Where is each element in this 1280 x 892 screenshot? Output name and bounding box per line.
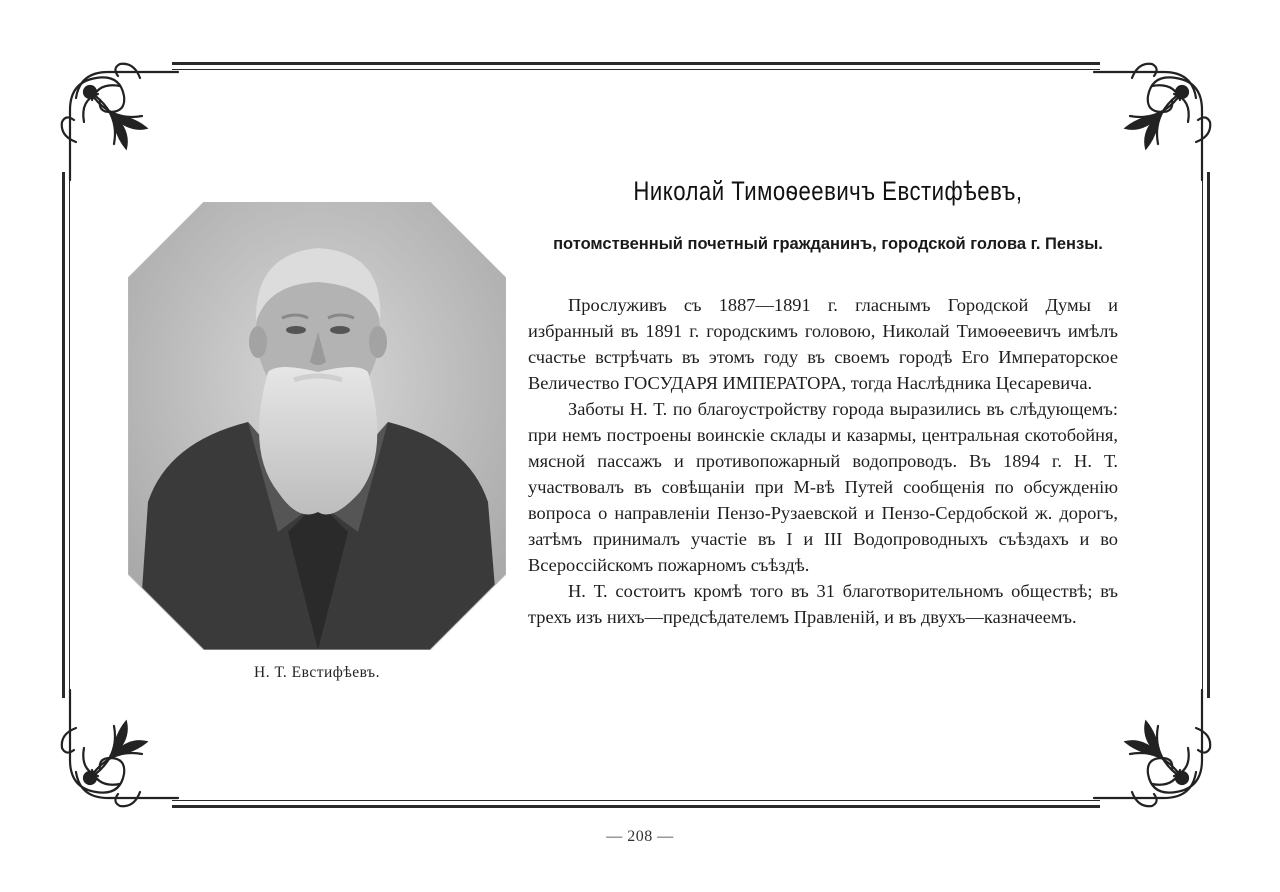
corner-ornament-bottom-right — [1092, 688, 1222, 818]
portrait-photo — [128, 202, 506, 650]
paragraph: Заботы Н. Т. по благоустройству города выразились въ слѣдующемъ: при немъ построены воинскіе склады и казармы, центральная скотобойня, мясной пассажъ и противопожарный водопроводъ. Въ 1894 г. Н. Т. участвовалъ въ совѣщаніи при М-вѣ Путей сообщенія по обсужденію вопроса о направленіи Пензо-Рузаевской и Пензо-Сердобской ж. дорогъ, затѣмъ принималъ участіе въ I и III Водопроводныхъ съѣздахъ и во Всероссійскомъ пожарномъ съѣздѣ. — [528, 399, 1118, 575]
paragraph: Прослуживъ съ 1887—1891 г. гласнымъ Городской Думы и избранный въ 1891 г. городскимъ головою, Николай Тимоѳеевичъ имѣлъ счастье встрѣчать въ этомъ году въ своемъ городѣ Его Императорское Величество ГОСУДАРЯ ИМПЕРАТОРА, тогда Наслѣдника Цесаревича. — [528, 295, 1118, 393]
paragraph: Н. Т. состоитъ кромѣ того въ 31 благотворительномъ обществѣ; въ трехъ изъ нихъ—предсѣдателемъ Правленій, и въ двухъ—казначеемъ. — [528, 581, 1118, 627]
frame-rule-left — [62, 172, 65, 698]
corner-ornament-top-right — [1092, 52, 1222, 182]
frame-rule-bottom — [172, 805, 1100, 808]
frame-rule-top-inner — [172, 69, 1100, 70]
corner-ornament-bottom-left — [50, 688, 180, 818]
frame-rule-top — [172, 62, 1100, 65]
page-number: — 208 — — [606, 828, 674, 845]
article-body — [528, 292, 1118, 630]
corner-ornament-top-left — [50, 52, 180, 182]
frame-rule-bottom-inner — [172, 800, 1100, 801]
frame-rule-right-inner — [1202, 172, 1203, 698]
frame-rule-right — [1207, 172, 1210, 698]
frame-rule-left-inner — [69, 172, 70, 698]
portrait-caption: Н. Т. Евстифѣевъ. — [254, 664, 380, 681]
page-subtitle: потомственный почетный гражданинъ, городской голова г. Пензы. — [553, 235, 1103, 253]
page-title: Николай Тимоѳеевичъ Евстифѣевъ, — [633, 176, 1023, 206]
